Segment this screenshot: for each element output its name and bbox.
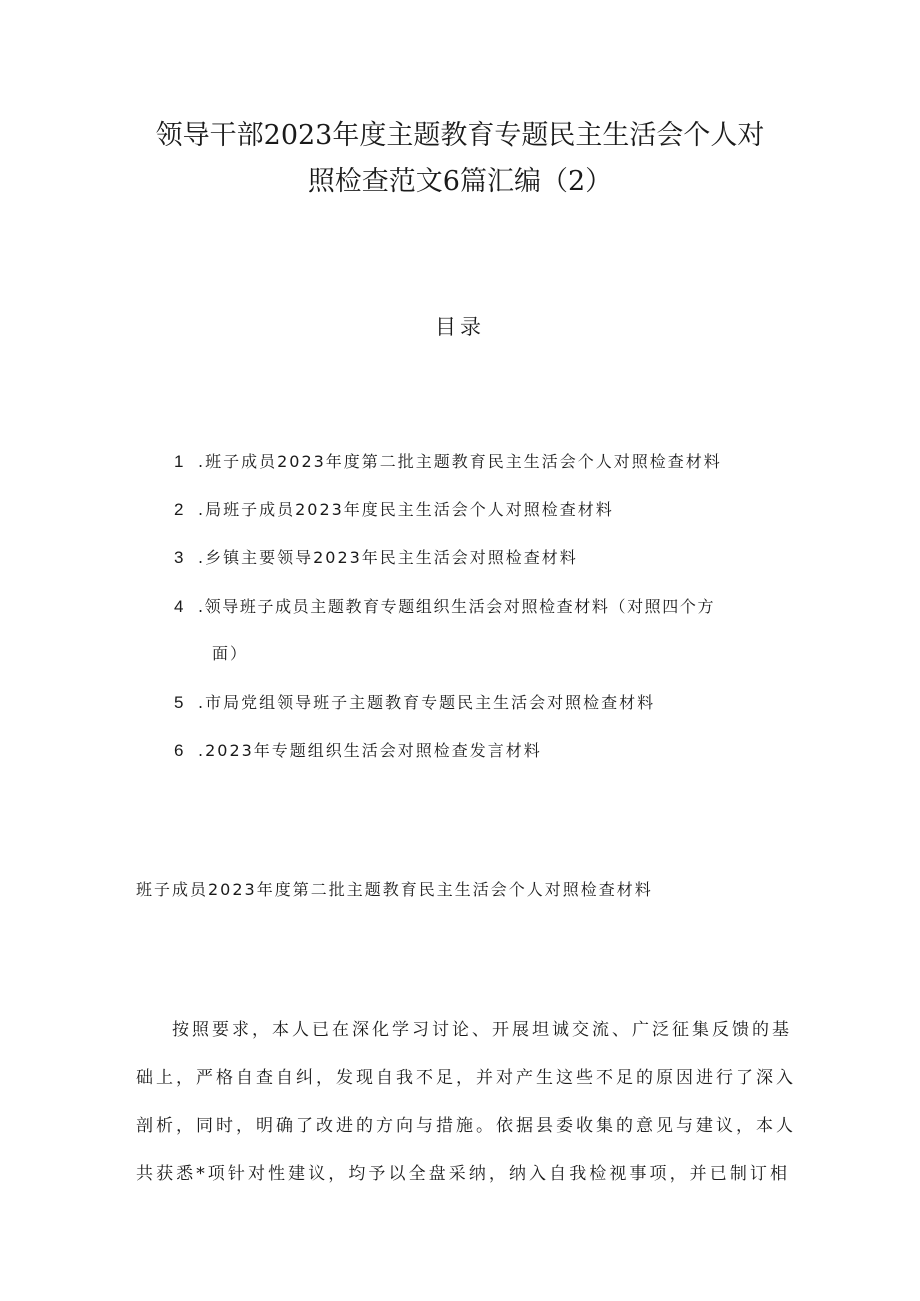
toc-item-5[interactable] bbox=[0, 692, 920, 714]
toc-item-text: .市局党组领导班子主题教育专题民主生活会对照检查材料 bbox=[198, 693, 656, 712]
toc-item-number: 3 bbox=[174, 548, 184, 567]
toc-item-6[interactable] bbox=[0, 740, 920, 762]
toc-heading: 目录 bbox=[435, 315, 485, 339]
toc-item-text: .班子成员2023年度第二批主题教育民主生活会个人对照检查材料 bbox=[198, 452, 722, 471]
body-paragraph-line-2: 础上，严格自查自纠，发现自我不足，并对产生这些不足的原因进行了深入 bbox=[136, 1068, 796, 1088]
toc-item-4[interactable] bbox=[0, 596, 920, 666]
toc-item-text: .乡镇主要领导2023年民主生活会对照检查材料 bbox=[198, 548, 578, 567]
document-title-line-2: 照检查范文6篇汇编（2） bbox=[307, 166, 613, 197]
section-heading: 班子成员2023年度第二批主题教育民主生活会个人对照检查材料 bbox=[136, 880, 653, 899]
toc-item-number: 6 bbox=[174, 741, 184, 760]
document-title-line-1: 领导干部2023年度主题教育专题民主生活会个人对 bbox=[155, 120, 765, 151]
toc-item-number: 2 bbox=[174, 500, 184, 519]
body-paragraph-line-1: 按照要求，本人已在深化学习讨论、开展坦诚交流、广泛征集反馈的基 bbox=[172, 1020, 792, 1040]
toc-item-text: .2023年专题组织生活会对照检查发言材料 bbox=[198, 741, 542, 760]
body-paragraph-line-4: 共获悉*项针对性建议，均予以全盘采纳，纳入自我检视事项，并已制订相 bbox=[136, 1164, 790, 1184]
toc-item-number: 1 bbox=[174, 452, 184, 471]
toc-item-3[interactable] bbox=[0, 547, 920, 569]
body-paragraph-line-3: 剖析，同时，明确了改进的方向与措施。依据县委收集的意见与建议，本人 bbox=[136, 1116, 796, 1136]
toc-item-number: 5 bbox=[174, 693, 184, 712]
toc-item-text-continuation: 面） bbox=[212, 644, 249, 663]
toc-item-number: 4 bbox=[174, 597, 184, 616]
toc-item-1[interactable] bbox=[0, 451, 920, 473]
toc-item-text: .局班子成员2023年度民主生活会个人对照检查材料 bbox=[198, 500, 614, 519]
toc-item-2[interactable] bbox=[0, 499, 920, 521]
toc-item-text: .领导班子成员主题教育专题组织生活会对照检查材料（对照四个方 bbox=[198, 597, 716, 616]
